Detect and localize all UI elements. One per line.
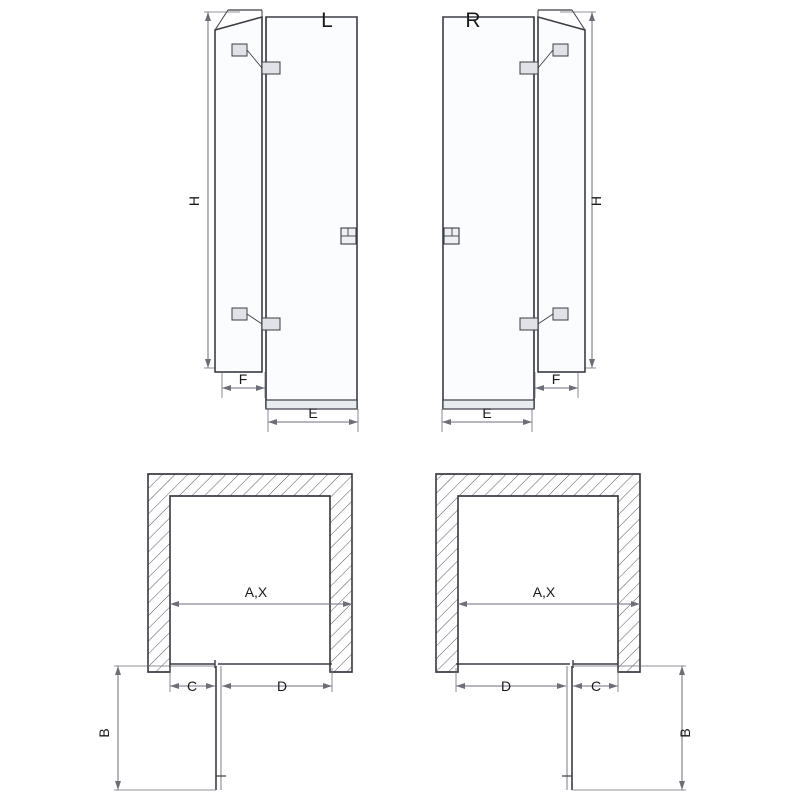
label-F-left: F bbox=[238, 371, 248, 387]
elevation-right-view bbox=[442, 9, 604, 432]
dimension-AX-right bbox=[458, 601, 640, 607]
elevation-left-view bbox=[186, 9, 358, 432]
label-variant-L: L bbox=[321, 9, 333, 32]
label-B-left: B bbox=[96, 728, 112, 738]
label-H-right: H bbox=[588, 195, 604, 207]
label-B-right: B bbox=[677, 728, 693, 738]
label-F-right: F bbox=[551, 371, 561, 387]
wall-hatch-right bbox=[436, 474, 640, 672]
dimension-B-left bbox=[114, 666, 216, 790]
dimension-B-right bbox=[572, 666, 686, 790]
label-D-right: D bbox=[500, 678, 512, 694]
dimension-AX-left bbox=[170, 601, 352, 607]
label-C-left: C bbox=[186, 678, 198, 694]
label-D-left: D bbox=[276, 678, 288, 694]
door-glass-right bbox=[443, 17, 534, 408]
door-glass-left bbox=[266, 17, 357, 408]
label-AX-left: A,X bbox=[244, 584, 268, 600]
label-variant-R: R bbox=[465, 9, 481, 32]
door-handle-right bbox=[444, 228, 459, 244]
label-H-left: H bbox=[186, 195, 202, 207]
label-E-right: E bbox=[482, 405, 492, 421]
door-handle-left bbox=[341, 228, 356, 244]
label-C-right: C bbox=[590, 678, 602, 694]
plan-left-view bbox=[96, 474, 352, 790]
label-AX-right: A,X bbox=[532, 584, 556, 600]
plan-right-view bbox=[436, 474, 693, 790]
wall-hatch-left bbox=[148, 474, 352, 672]
label-E-left: E bbox=[308, 405, 318, 421]
